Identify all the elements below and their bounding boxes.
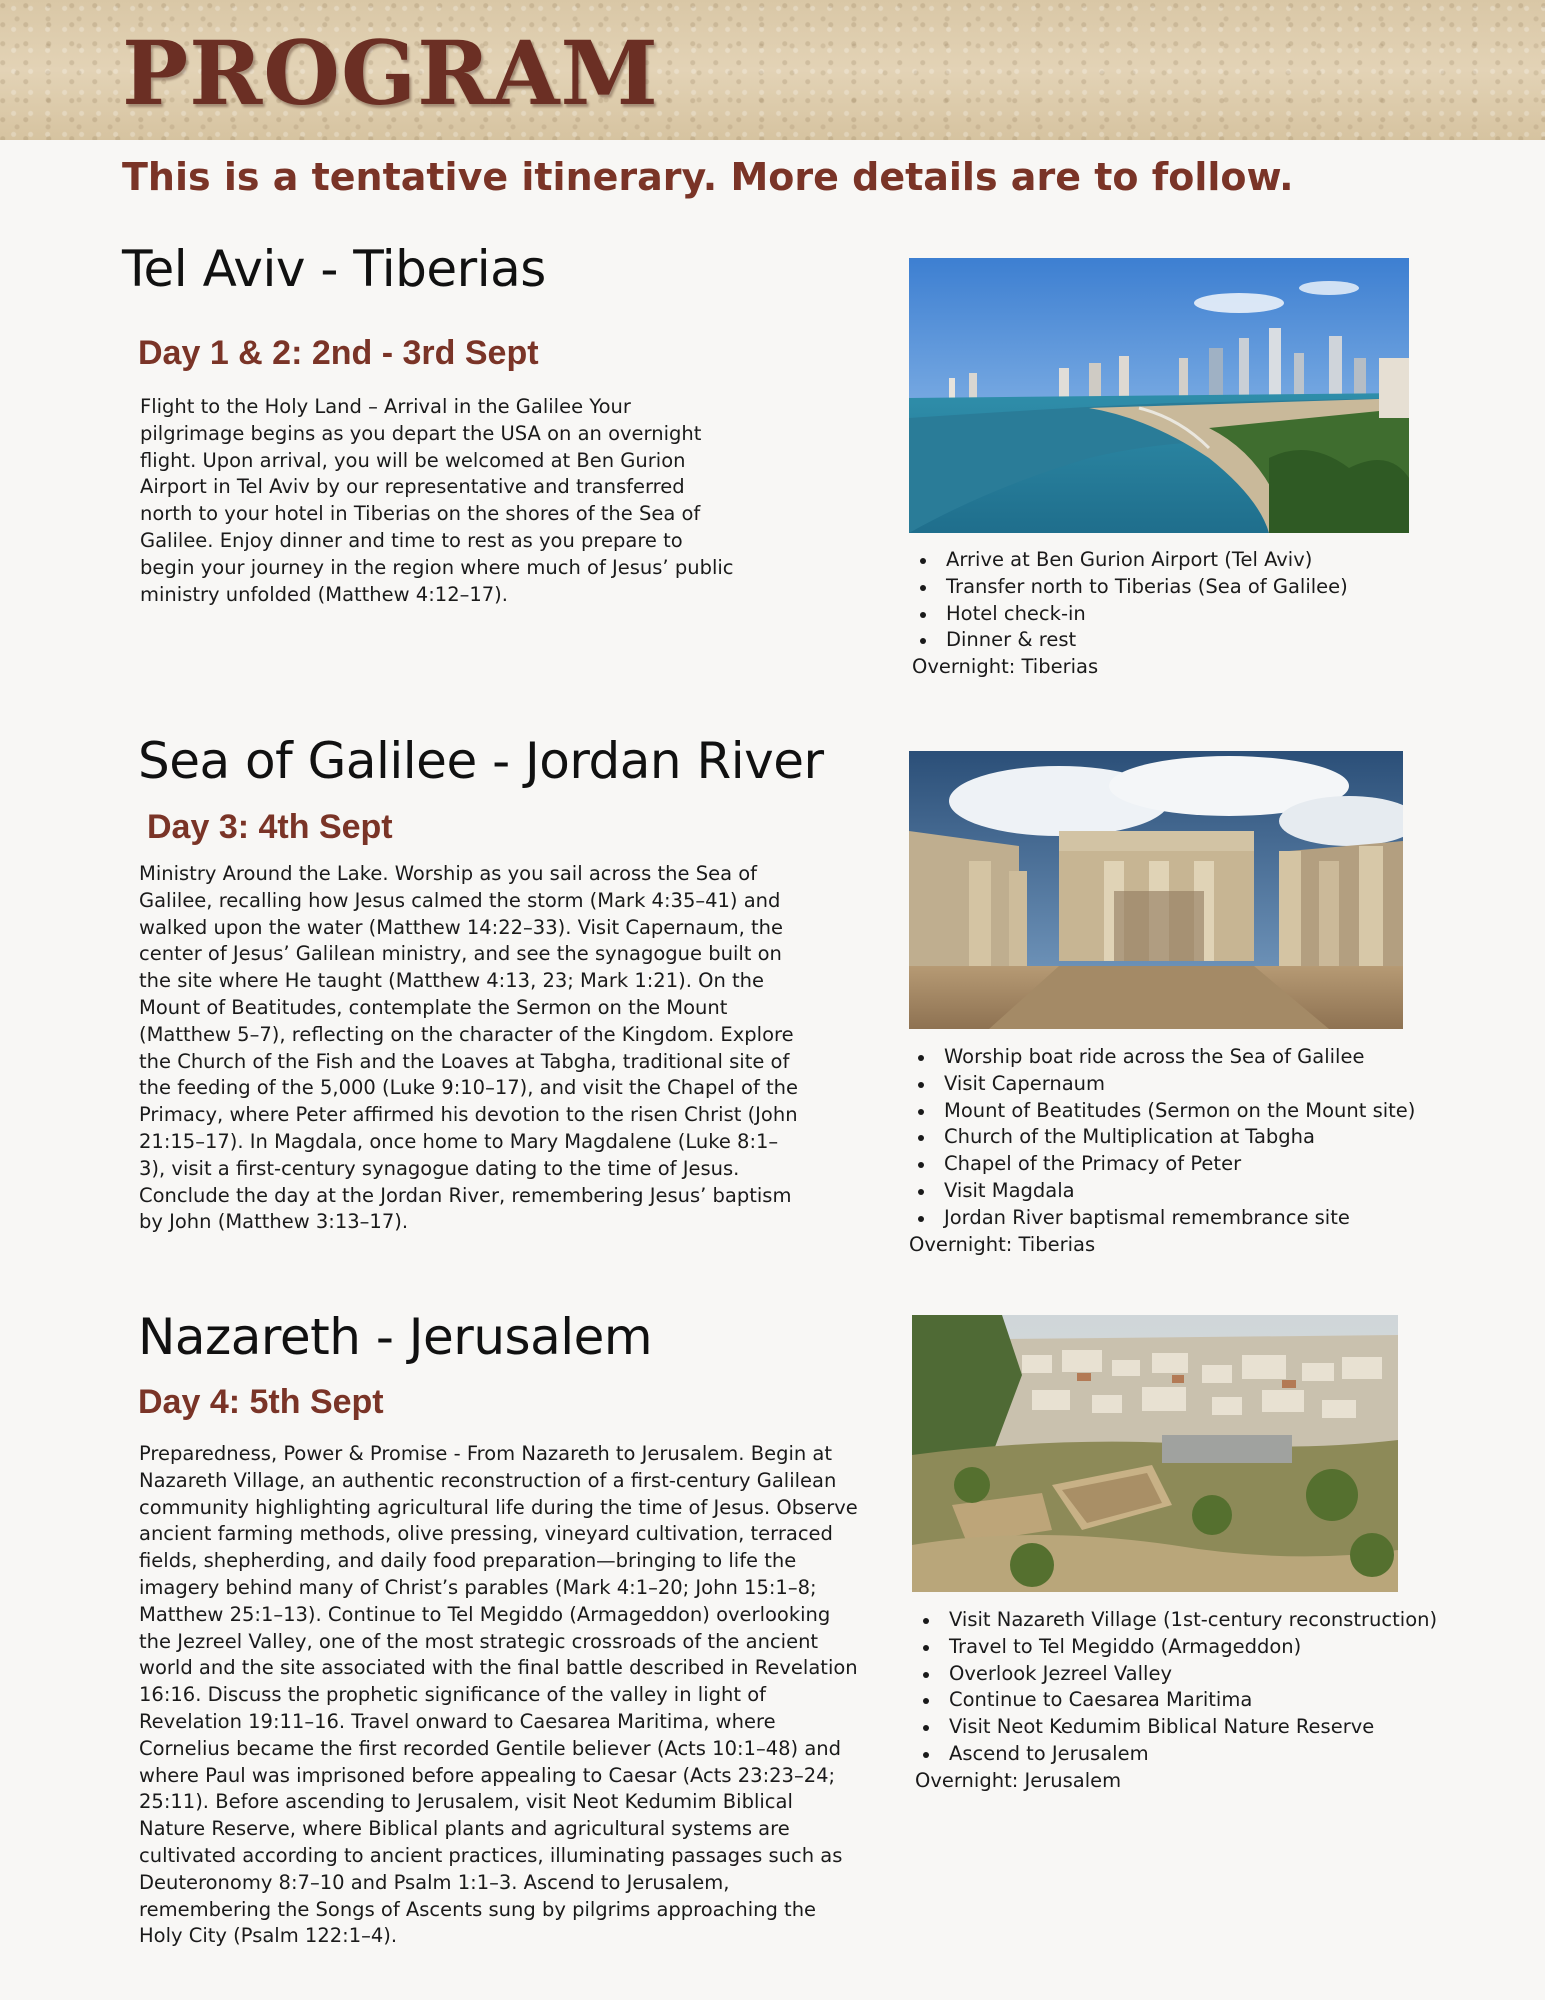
photo-tel-aviv-coast: [909, 258, 1409, 533]
day-title-4: Day 4: 5th Sept: [138, 1383, 384, 1421]
list-item: Visit Nazareth Village (1st-century reconstruction): [913, 1607, 1437, 1634]
itinerary-note: This is a tentative itinerary. More details are to follow.: [122, 155, 1294, 199]
list-item: Transfer north to Tiberias (Sea of Galilee): [910, 574, 1348, 601]
photo-nazareth-village-image: [912, 1315, 1398, 1592]
list-item: Visit Capernaum: [908, 1071, 1415, 1098]
photo-capernaum-synagogue-image: [909, 751, 1403, 1029]
list-item: Travel to Tel Megiddo (Armageddon): [913, 1634, 1437, 1661]
section-paragraph-3: Preparedness, Power & Promise - From Nazareth to Jerusalem. Begin at Nazareth Village, an authentic reconstruction of a first-century Galilean community highlighting agricultural life during the time of Jesus. Observe ancient farming methods, olive pressing, vineyard cultivation, terraced fields, shepherding, and daily food preparation—bringing to life the imagery behind many of Christ’s parables (Mark 4:1–20; John 15:1–8; Matthew 25:1–13). Continue to Tel Megiddo (Armageddon) overlooking the Jezreel Valley, one of the most strategic crossroads of the ancient world and the site associated with the final battle described in Revelation 16:16. Discuss the prophetic significance of the valley in light of Revelation 19:11–16. Travel onward to Caesarea Maritima, where Cornelius became the first recorded Gentile believer (Acts 10:1–48) and where Paul was imprisoned before appealing to Caesar (Acts 23:23–24; 25:11). Before ascending to Jerusalem, visit Neot Kedumim Biblical Nature Reserve, where Biblical plants and agricultural systems are cultivated according to ancient practices, illuminating passages such as Deuteronomy 8:7–10 and Psalm 1:1–3. Ascend to Jerusalem, remembering the Songs of Ascents sung by pilgrims approaching the Holy City (Psalm 122:1–4).: [139, 1442, 858, 1948]
section-bullets-1: [910, 547, 1348, 654]
overnight-3: Overnight: Jerusalem: [915, 1769, 1122, 1792]
section-title-tel-aviv: Tel Aviv - Tiberias: [122, 240, 546, 298]
day-title-1-2: Day 1 & 2: 2nd - 3rd Sept: [138, 334, 539, 372]
list-item: Church of the Multiplication at Tabgha: [908, 1124, 1415, 1151]
overnight-1: Overnight: Tiberias: [912, 655, 1099, 678]
list-item: Arrive at Ben Gurion Airport (Tel Aviv): [910, 547, 1348, 574]
list-item: Visit Magdala: [908, 1178, 1415, 1205]
photo-tel-aviv-coast-image: [909, 258, 1409, 533]
page-title: PROGRAM: [122, 21, 659, 125]
list-item: Dinner & rest: [910, 627, 1348, 654]
section-bullets-3: [913, 1607, 1437, 1768]
overnight-2: Overnight: Tiberias: [909, 1233, 1096, 1256]
day-title-3: Day 3: 4th Sept: [147, 808, 393, 846]
section-title-sea-of-galilee: Sea of Galilee - Jordan River: [138, 732, 824, 790]
header-banner: [0, 0, 1545, 140]
list-item: Overlook Jezreel Valley: [913, 1661, 1437, 1688]
section-title-nazareth: Nazareth - Jerusalem: [138, 1308, 653, 1366]
list-item: Worship boat ride across the Sea of Galilee: [908, 1044, 1415, 1071]
section-bullets-2: [908, 1044, 1415, 1232]
list-item: Visit Neot Kedumim Biblical Nature Reserve: [913, 1714, 1437, 1741]
photo-capernaum-synagogue: [909, 751, 1403, 1029]
list-item: Ascend to Jerusalem: [913, 1741, 1437, 1768]
list-item: Jordan River baptismal remembrance site: [908, 1205, 1415, 1232]
list-item: Mount of Beatitudes (Sermon on the Mount site): [908, 1098, 1415, 1125]
list-item: Continue to Caesarea Maritima: [913, 1687, 1437, 1714]
list-item: Hotel check-in: [910, 601, 1348, 628]
section-paragraph-2: Ministry Around the Lake. Worship as you sail across the Sea of Galilee, recalling how Jesus calmed the storm (Mark 4:35–41) and walked upon the water (Matthew 14:22–33). Visit Capernaum, the center of Jesus’ Galilean ministry, and see the synagogue built on the site where He taught (Matthew 4:13, 23; Mark 1:21). On the Mount of Beatitudes, contemplate the Sermon on the Mount (Matthew 5–7), reflecting on the character of the Kingdom. Explore the Church of the Fish and the Loaves at Tabgha, traditional site of the feeding of the 5,000 (Luke 9:10–17), and visit the Chapel of the Primacy, where Peter affirmed his devotion to the risen Christ (John 21:15–17). In Magdala, once home to Mary Magdalene (Luke 8:1–3), visit a first-century synagogue dating to the time of Jesus. Conclude the day at the Jordan River, remembering Jesus’ baptism by John (Matthew 3:13–17).: [139, 862, 799, 1234]
photo-nazareth-village: [912, 1315, 1398, 1592]
section-paragraph-1: Flight to the Holy Land – Arrival in the Galilee Your pilgrimage begins as you depart the USA on an overnight flight. Upon arrival, you will be welcomed at Ben Gurion Airport in Tel Aviv by our representative and transferred north to your hotel in Tiberias on the shores of the Sea of Galilee. Enjoy dinner and time to rest as you prepare to begin your journey in the region where much of Jesus’ public ministry unfolded (Matthew 4:12–17).: [140, 395, 734, 606]
list-item: Chapel of the Primacy of Peter: [908, 1151, 1415, 1178]
